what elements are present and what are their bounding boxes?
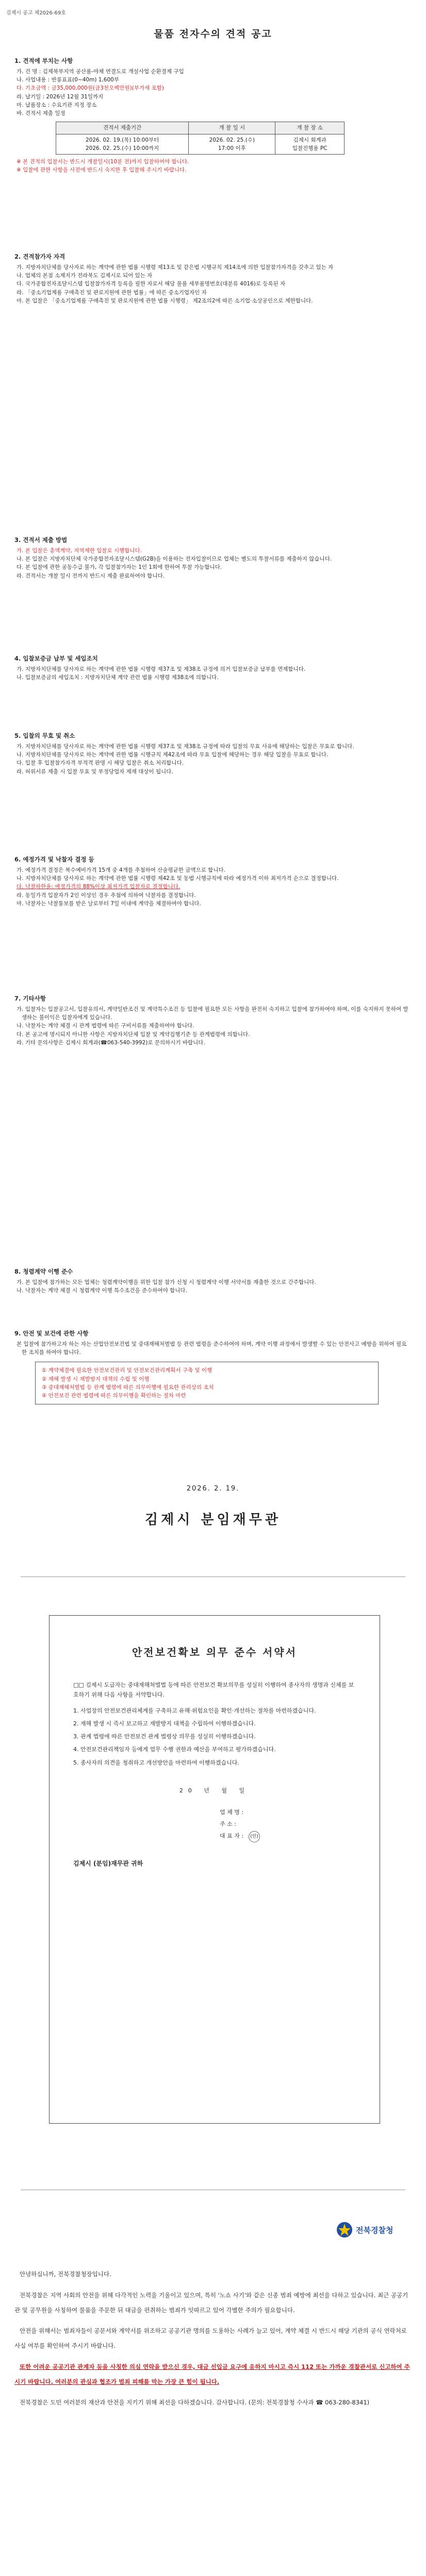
police-letter (14, 2267, 412, 2416)
section-line: 가. 본 입찰에 참가하는 모든 업체는 청렴계약이행을 위한 입찰 참가 신청 시 청렴계약 이행 서약서를 제출한 것으로 간주합니다. (17, 1279, 316, 1285)
section-line: 라. 기타 문의사항은 김제시 회계과(☎063-540-3992)로 문의하시기 바랍니다. (17, 1039, 205, 1046)
section-line: 나. 낙찰자는 계약 체결 시 관계 법령에 따른 구비서류를 제출하여야 합니다. (17, 1023, 194, 1029)
section-line: 라. 견적서는 개찰 일시 전까지 반드시 제출 완료하여야 합니다. (17, 572, 165, 579)
letter-paragraph: 안전을 위해서는 범죄자들이 공문서와 계약서를 위조하고 공공기관 명의를 도용하는 사례가 늘고 있어, 계약 체결 시 반드시 해당 기관의 공식 연락처로 사실 여부를 확인하여 주시기 바랍니다. (14, 2327, 407, 2349)
svg-text:전북경찰청: 전북경찰청 (356, 2226, 394, 2235)
section-heading: 3. 견적서 제출 방법 (14, 536, 68, 544)
safety-obligations-box (35, 1362, 379, 1404)
section-4 (14, 654, 412, 682)
section-line: 가. 입찰자는 입찰공고서, 입찰유의서, 계약일반조건 및 계약특수조건 등 입찰에 필요한 모든 사항을 완전히 숙지하고 입찰에 참가하여야 하며, 이를 숙지하지 못하여 발생하는 불이익은 입찰자에게 있습니다. (17, 1006, 408, 1021)
section-5 (14, 732, 412, 776)
police-logo (335, 2219, 413, 2240)
section-heading: 4. 입찰보증금 납부 및 세입조치 (14, 655, 98, 662)
safety-pledge-form (49, 1615, 380, 2124)
document-title: 물품 전자수의 견적 공고 (154, 28, 272, 40)
section-line: 마. 낙찰자는 낙찰통보를 받은 날로부터 7일 이내에 계약을 체결하여야 합니다. (17, 900, 201, 907)
signature-label: 대 표 자 : (220, 1832, 244, 1839)
box-item: ③ 중대재해처벌법 등 관계 법령에 따른 의무이행에 필요한 관리상의 조치 (42, 1384, 214, 1391)
section-heading: 9. 안전 및 보건에 관한 사항 (14, 1330, 89, 1337)
signature-line (220, 1830, 380, 1842)
schedule-table (56, 122, 345, 155)
section-2 (14, 252, 412, 305)
section-line: 라. 「중소기업제품 구매촉진 및 판로지원에 관한 법률」에 따른 중소기업자인 자 (17, 289, 207, 296)
pledge-title: 안전보건확보 의무 준수 서약서 (132, 1646, 298, 1658)
section-line: 라. 허위서류 제출 시 입찰 무효 및 부정당업자 제재 대상이 됩니다. (17, 768, 173, 775)
letter-paragraph: 안녕하십니까, 전북경찰청장입니다. (20, 2270, 111, 2278)
table-header: 견적서 제출기간 (56, 122, 189, 134)
letter-paragraph: 전북경찰은 지역 사회의 안전을 위해 다각적인 노력을 기울이고 있으며, 특히 '노쇼 사기'와 같은 신종 범죄 예방에 최선을 다하고 있습니다. 최근 공공기관 및 공무원을 사칭하여 물품을 주문한 뒤 대금을 편취하는 범죄가 잇따르고 있어 각별한 주의가 필요합니다. (14, 2291, 408, 2314)
section-line: 마. 납품장소 : 수요기관 지정 장소 (17, 101, 97, 108)
pledge-item: 3. 관계 법령에 따른 안전보건 관계 법령상 의무를 성실히 이행하겠습니다. (73, 1733, 256, 1740)
pledge-date: 20 년 월 일 (179, 1787, 250, 1794)
section-line: 나. 사업내용 : 반롱표표(0~40m) 1,600부 (17, 77, 119, 83)
section-7 (14, 994, 412, 1047)
box-item: ① 계약체결에 필요한 안전보건관리 및 안전보건관리계획서 구축 및 이행 (42, 1367, 212, 1374)
signature-label: 주 소 : (220, 1820, 236, 1827)
announcement-date: 2026. 2. 19. (186, 1485, 240, 1493)
letter-paragraph: 전북경찰은 도민 여러분의 재산과 안전을 지키기 위해 최선을 다하겠습니다. 감사합니다. (문의: 전북경찰청 수사과 ☎ 063-280-8341) (20, 2399, 370, 2406)
section-line: 나. 업체의 본점 소재지가 전라북도 김제시로 되어 있는 자 (17, 273, 153, 279)
section-line: 다. 낙찰하한율: 예정가격의 88%이상 최저가격 입찰자로 결정합니다. (17, 884, 181, 890)
section-line: 마. 본 입찰은 「중소기업제품 구매촉진 및 판로지원에 관한 법률 시행령」 제2조의2에 따른 소기업·소상공인으로 제한합니다. (17, 297, 313, 304)
section-heading: 5. 입찰의 무효 및 취소 (14, 732, 75, 739)
pledge-recipient: 김제시 (분임)재무관 귀하 (73, 1859, 143, 1867)
section-line: 다. 입찰 후 입찰참가자격 부적격 판명 시 해당 입찰은 취소 처리합니다. (17, 760, 184, 767)
section-line: 다. 국가종합전자조달시스템 입찰참가자격 등록을 필한 자로서 해당 물품 세부품명번호(대분류 4016)로 등록된 자 (17, 281, 286, 287)
section-9 (14, 1329, 412, 1404)
section-heading: 2. 견적참가자 자격 (14, 253, 65, 260)
notice-number: 김제시 공고 제2026-69호 (6, 10, 66, 16)
section-line: 가. 본 입찰은 총액계약, 지역제한 입찰로 시행합니다. (17, 547, 142, 554)
pledge-item: 2. 재해 발생 시 즉시 보고하고 재발방지 대책을 수립하여 이행하겠습니다. (73, 1720, 256, 1727)
section-line: 나. 지방자치단체를 당사자로 하는 계약에 관한 법률 시행령 제42조 및 동법 시행규칙에 따라 예정가격 이하 최저가격 순으로 결정합니다. (17, 875, 339, 882)
pledge-item: 1. 사업장의 안전보건관리체계를 구축하고 유해·위험요인을 확인·개선하는 절차를 마련하겠습니다. (73, 1707, 316, 1714)
section-line: 가. 지방자치단체를 당사자로 하는 계약에 관한 법률 시행령 제13조 및 같은법 시행규칙 제14조에 의한 입찰참가자격을 갖추고 있는 자 (17, 264, 334, 270)
section-heading: 6. 예정가격 및 낙찰자 결정 등 (14, 856, 94, 863)
section-note: ※ 본 견적의 입찰서는 반드시 개찰일시(10분 전)까지 입찰하여야 합니다. (17, 159, 189, 165)
section-line: 가. 지방자치단체를 당사자로 하는 계약에 관한 법률 시행령 제37조 및 제38조 규정에 따라 입찰의 무효 사유에 해당하는 입찰은 무효로 합니다. (17, 743, 354, 750)
section-line: 나. 낙찰자는 계약 체결 시 청렴계약 이행 특수조건을 준수하여야 합니다. (17, 1287, 187, 1294)
section-line: 본 입찰에 참가하고자 하는 자는 산업안전보건법 및 중대재해처벌법 등 관련 법령을 준수하여야 하며, 계약 이행 과정에서 발생할 수 있는 안전사고 예방을 위하여 필요한 조치를 하여야 합니다. (17, 1341, 407, 1356)
section-8 (14, 1267, 412, 1295)
section-3 (14, 536, 412, 580)
box-item: ② 재해 발생 시 재발방지 대책의 수립 및 이행 (42, 1376, 150, 1382)
section-line: 다. 본 공고에 명시되지 아니한 사항은 지방자치단체 입찰 및 계약집행기준 등 관계법령에 의합니다. (17, 1031, 250, 1038)
section-line: 나. 본 입찰은 지방자치단체 국가종합전자조달시스템(G2B)을 이용하는 전자입찰이므로 업체는 별도의 투찰서류를 제출하지 않습니다. (17, 556, 332, 563)
pledge-item: 5. 종사자의 의견을 청취하고 개선방안을 마련하여 이행하겠습니다. (73, 1759, 239, 1766)
pledge-intro: □□ 김제시 도급자는 중대재해처벌법 등에 따른 안전보건 확보의무를 성실히 이행하여 종사자의 생명과 신체를 보호하기 위해 다음 사항을 서약합니다. (73, 1682, 354, 1699)
section-heading: 8. 청렴계약 이행 준수 (14, 1268, 73, 1275)
section-heading: 1. 견적에 부치는 사항 (14, 57, 73, 64)
signature-label: 업 체 명 : (220, 1808, 244, 1816)
section-line: 라. 동일가격 입찰자가 2인 이상인 경우 추첨에 의하여 낙찰자를 결정합니다. (17, 892, 196, 899)
section-line: 라. 납기일 : 2026년 12월 31일까지 (17, 93, 104, 100)
section-line: 다. 본 입찰에 관한 공동수급 불가, 각 입찰참가자는 1인 1회에 한하여 투찰 가능합니다. (17, 564, 222, 571)
section-line: 나. 지방자치단체를 당사자로 하는 계약에 관한 법률 시행규칙 제42조에 따라 무효 입찰에 해당하는 경우 해당 입찰을 무효로 합니다. (17, 752, 329, 758)
section-heading: 7. 기타사항 (14, 995, 46, 1002)
section-6 (14, 855, 412, 908)
letter-paragraph: 또한 어려운 공공기관 관계자 등을 사칭한 의심 연락을 받으신 경우, 대금 선입금 요구에 응하지 마시고 즉시 112 또는 가까운 경찰관서로 신고하여 주시기 바랍니다. 여러분의 관심과 협조가 범죄 피해를 막는 가장 큰 힘이 됩니다. (14, 2363, 410, 2385)
table-cell: 2026. 02. 25.(수) 17:00 이후 (189, 134, 275, 155)
section-1 (14, 57, 412, 175)
issuer-name: 김제시 분임재무관 (145, 1512, 281, 1528)
table-header: 개 찰 일 시 (189, 122, 275, 134)
table-header: 개 찰 장 소 (275, 122, 345, 134)
pledge-signature-block (220, 1806, 380, 1842)
police-emblem-icon (335, 2219, 413, 2240)
table-cell: 김제시 회계과 입찰진행용 PC (275, 134, 345, 155)
pledge-item: 4. 안전보건관리책임자 등에게 업무 수행 권한과 예산을 부여하고 평가하겠습니다. (73, 1746, 276, 1753)
section-line: 가. 건 명 : 김제북부지역 공산품-야채 연결도로 개설사업 순환결제 구입 (17, 68, 184, 75)
section-line: 다. 기초금액 : 금35,000,000원(금3천오백만원)(부가세 포함) (17, 85, 164, 92)
table-cell: 2026. 02. 19.(목) 10:00부터 2026. 02. 25.(수) 10:00까지 (56, 134, 189, 155)
section-line: 가. 지방자치단체를 당사자로 하는 계약에 관한 법률 시행령 제37조 및 제38조 규정에 의거 입찰보증금 납부를 면제합니다. (17, 666, 306, 672)
section-note: ※ 입찰에 관한 사항을 사전에 반드시 숙지한 후 입찰해 주시기 바랍니다. (17, 167, 187, 174)
section-line: 나. 입찰보증금의 세입조치 : 지방자치단체 계약 관련 법률 시행령 제38조에 의합니다. (17, 674, 219, 681)
section-line: 바. 견적서 제출 일정 (17, 110, 65, 117)
seal-mark: (인) (249, 1831, 260, 1842)
section-line: 가. 예정가격 결정은 복수예비가격 15개 중 4개를 추첨하여 산술평균한 금액으로 합니다. (17, 867, 225, 873)
box-item: ④ 안전보건 관련 법령에 따른 의무이행을 확인하는 절차 마련 (42, 1393, 186, 1399)
